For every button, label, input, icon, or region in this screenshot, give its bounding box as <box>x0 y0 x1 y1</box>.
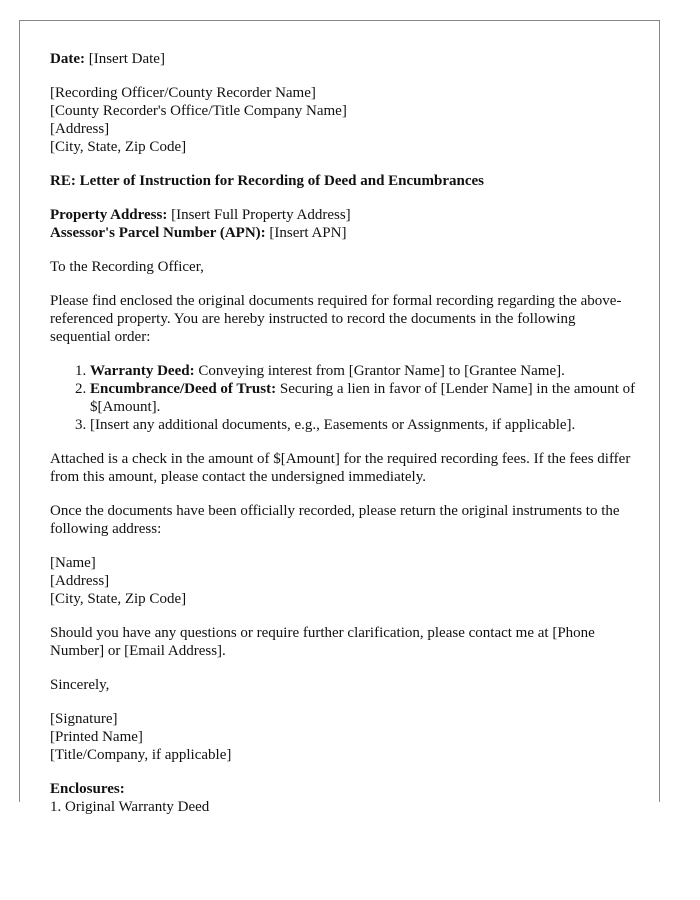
recipient-name: [Recording Officer/County Recorder Name] <box>50 85 316 101</box>
title-company: [Title/Company, if applicable] <box>50 747 232 763</box>
signature-block <box>50 710 640 764</box>
return-address-block <box>50 554 640 608</box>
documents-list <box>50 362 640 434</box>
recipient-block <box>50 84 640 156</box>
contact-paragraph: Should you have any questions or require further clarification, please contact me at [Phone Number] or [Email Address]. <box>50 625 595 659</box>
document-label: Warranty Deed: <box>90 363 195 379</box>
date-value: [Insert Date] <box>88 51 165 67</box>
document-text: Conveying interest from [Grantor Name] to [Grantee Name]. <box>198 363 565 379</box>
signature-line: [Signature] <box>50 711 118 727</box>
list-item <box>90 362 640 380</box>
recipient-city: [City, State, Zip Code] <box>50 139 187 155</box>
apn-line <box>50 224 640 242</box>
enclosures-block <box>50 780 640 816</box>
letter-page <box>19 20 660 815</box>
intro-paragraph: Please find enclosed the original documents required for formal recording regarding the above-referenced property. You are hereby instructed to record the documents in the following sequential order: <box>50 293 622 345</box>
salutation: To the Recording Officer, <box>50 259 204 275</box>
apn-value: [Insert APN] <box>269 225 347 241</box>
date-line <box>50 50 640 68</box>
letter-body <box>50 50 640 832</box>
property-address-label: Property Address: <box>50 207 168 223</box>
document-label: Encumbrance/Deed of Trust: <box>90 381 277 397</box>
printed-name: [Printed Name] <box>50 729 143 745</box>
property-block <box>50 206 640 242</box>
return-instruction: Once the documents have been officially recorded, please return the original instruments to the following address: <box>50 503 620 537</box>
document-text: Securing a lien in favor of [Lender Name] in the amount of $[Amount]. <box>90 381 636 415</box>
subject-text: RE: Letter of Instruction for Recording of Deed and Encumbrances <box>50 173 484 189</box>
subject-line <box>50 172 640 190</box>
recipient-office: [County Recorder's Office/Title Company Name] <box>50 103 347 119</box>
enclosures-label: Enclosures: <box>50 781 125 797</box>
return-address: [Address] <box>50 573 110 589</box>
document-text: [Insert any additional documents, e.g., Easements or Assignments, if applicable]. <box>90 417 576 433</box>
property-address-value: [Insert Full Property Address] <box>171 207 351 223</box>
apn-label: Assessor's Parcel Number (APN): <box>50 225 266 241</box>
closing: Sincerely, <box>50 677 110 693</box>
recipient-address: [Address] <box>50 121 110 137</box>
return-city: [City, State, Zip Code] <box>50 591 187 607</box>
list-item <box>90 380 640 416</box>
fees-paragraph: Attached is a check in the amount of $[Amount] for the required recording fees. If the fees differ from this amount, please contact the undersigned immediately. <box>50 451 631 485</box>
date-label: Date: <box>50 51 85 67</box>
list-item <box>90 416 640 434</box>
return-name: [Name] <box>50 555 96 571</box>
property-address-line <box>50 206 640 224</box>
enclosure-item: 1. Original Warranty Deed <box>50 799 210 815</box>
